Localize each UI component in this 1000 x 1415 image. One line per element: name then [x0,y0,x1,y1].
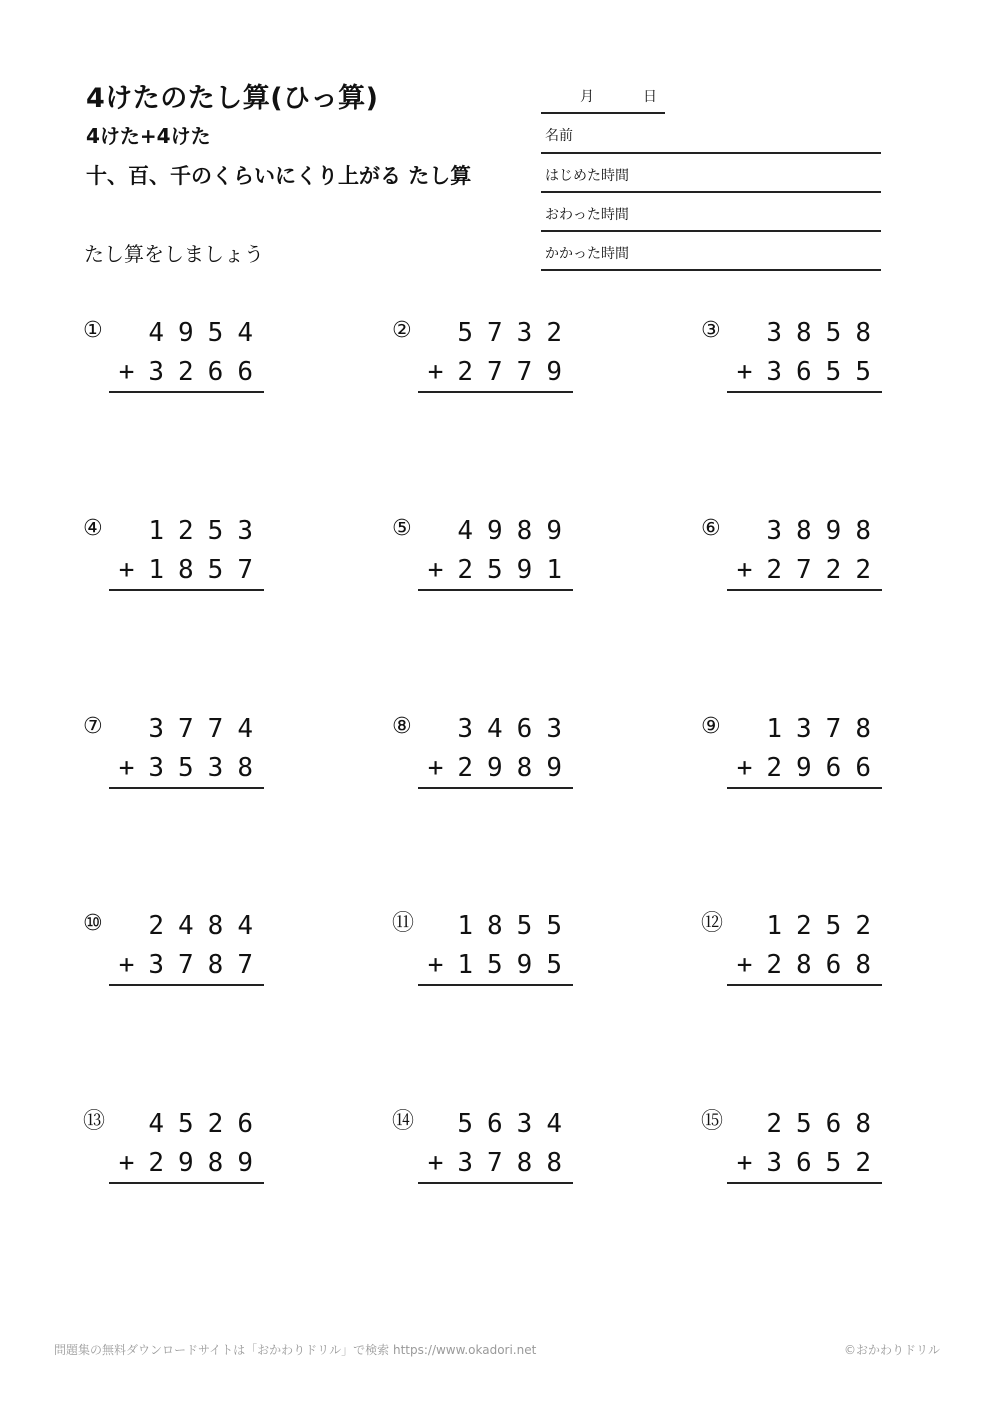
problem-1 [83,316,283,396]
addend-bottom: +3788 [427,1148,576,1178]
addend-top: 3463 [457,714,576,744]
addend-bottom: +2966 [736,753,885,783]
problem-14 [392,1107,592,1187]
problem-number: ② [392,318,412,343]
instruction-text: たし算をしましょう [84,242,264,266]
addend-top: 5732 [457,318,576,348]
addend-top: 2484 [148,911,267,941]
addend-bottom: +1857 [118,555,267,585]
answer-line [109,984,264,986]
problem-9 [701,712,901,792]
duration-line [541,269,881,271]
problem-13 [83,1107,283,1187]
footer-copyright: ©おかわりドリル [843,1343,940,1357]
problem-number: ⑨ [701,714,721,739]
footer-note: 問題集の無料ダウンロードサイトは「おかわりドリル」で検索 https://www.okadori.net [54,1343,537,1357]
addend-top: 4526 [148,1109,267,1139]
problem-number: ⑪ [392,911,415,936]
problem-2 [392,316,592,396]
problem-12 [701,909,901,989]
problem-4 [83,514,283,594]
answer-line [109,589,264,591]
start-time-label: はじめた時間 [545,168,629,184]
problem-15 [701,1107,901,1187]
answer-line [418,984,573,986]
name-label: 名前 [545,128,573,144]
problem-11 [392,909,592,989]
month-label: 月 [580,89,594,105]
answer-line [727,787,882,789]
end-time-label: おわった時間 [545,207,629,223]
addend-bottom: +1595 [427,950,576,980]
addend-bottom: +3538 [118,753,267,783]
name-line [541,152,881,154]
problem-number: ⑦ [83,714,103,739]
addend-top: 4954 [148,318,267,348]
date-line [541,112,665,114]
problem-7 [83,712,283,792]
problem-number: ⑩ [83,911,103,936]
addend-bottom: +2591 [427,555,576,585]
problem-10 [83,909,283,989]
problem-number: ⑥ [701,516,721,541]
addend-top: 1855 [457,911,576,941]
start-time-line [541,191,881,193]
addend-top: 5634 [457,1109,576,1139]
addend-top: 1253 [148,516,267,546]
addend-top: 3774 [148,714,267,744]
answer-line [418,1182,573,1184]
answer-line [727,984,882,986]
addend-bottom: +3652 [736,1148,885,1178]
problem-number: ⑮ [701,1109,724,1134]
addend-bottom: +3266 [118,357,267,387]
answer-line [109,787,264,789]
answer-line [418,787,573,789]
problem-number: ⑫ [701,911,724,936]
page-title: 4けたのたし算(ひっ算) [86,83,379,114]
page-subtitle-carry: 十、百、千のくらいにくり上がる たし算 [86,164,472,188]
addend-bottom: +2868 [736,950,885,980]
problem-number: ⑬ [83,1109,106,1134]
addend-top: 2568 [766,1109,885,1139]
answer-line [727,391,882,393]
addend-bottom: +2779 [427,357,576,387]
problem-number: ⑭ [392,1109,415,1134]
answer-line [727,589,882,591]
problem-8 [392,712,592,792]
addend-top: 4989 [457,516,576,546]
addend-bottom: +3655 [736,357,885,387]
addend-top: 3898 [766,516,885,546]
addend-top: 3858 [766,318,885,348]
problem-number: ④ [83,516,103,541]
answer-line [109,391,264,393]
problem-number: ③ [701,318,721,343]
addend-top: 1252 [766,911,885,941]
problem-number: ① [83,318,103,343]
addend-bottom: +2989 [427,753,576,783]
addend-bottom: +2722 [736,555,885,585]
answer-line [418,589,573,591]
problem-number: ⑤ [392,516,412,541]
addend-bottom: +2989 [118,1148,267,1178]
problem-number: ⑧ [392,714,412,739]
page-subtitle: 4けた+4けた [86,124,211,148]
answer-line [727,1182,882,1184]
addend-bottom: +3787 [118,950,267,980]
day-label: 日 [643,89,657,105]
problem-6 [701,514,901,594]
addend-top: 1378 [766,714,885,744]
end-time-line [541,230,881,232]
problem-3 [701,316,901,396]
answer-line [109,1182,264,1184]
problem-5 [392,514,592,594]
answer-line [418,391,573,393]
duration-label: かかった時間 [545,246,629,262]
